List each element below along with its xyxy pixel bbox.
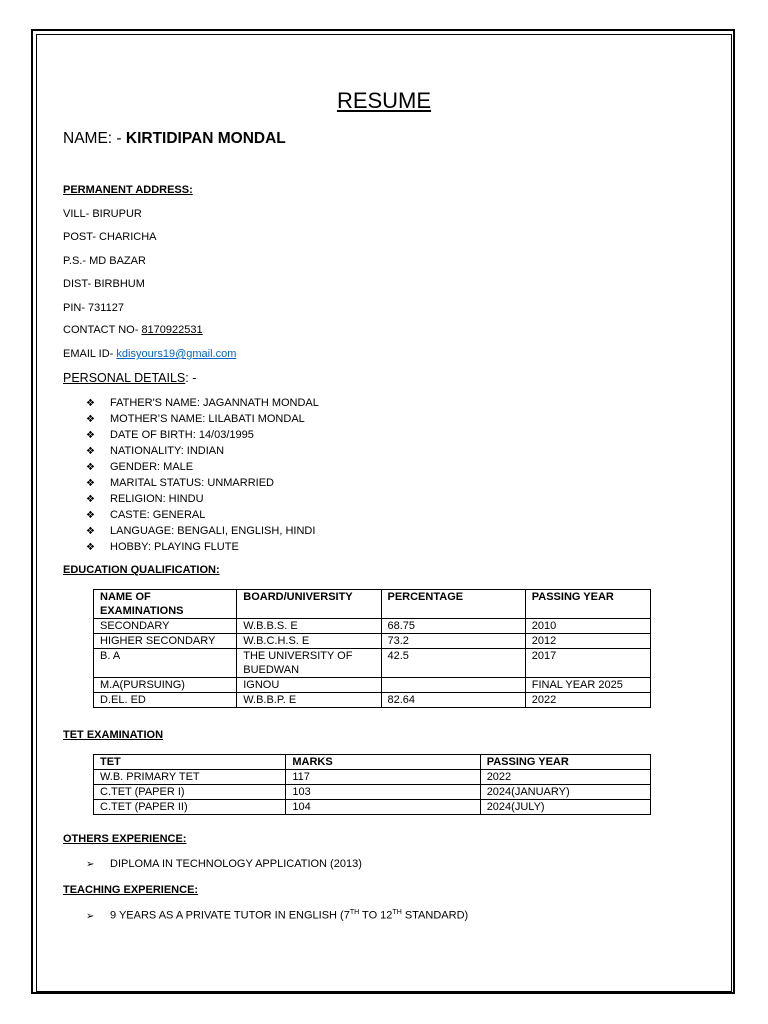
diamond-bullet-icon: ❖ [86, 414, 95, 425]
address-line: PIN- 731127 [63, 302, 124, 314]
name-value: KIRTIDIPAN MONDAL [125, 130, 286, 147]
table-cell: W.B.B.P. E [237, 693, 381, 708]
list-item [86, 395, 319, 411]
name-line [63, 130, 286, 148]
table-row [94, 693, 651, 708]
others-item-text: DIPLOMA IN TECHNOLOGY APPLICATION (2013) [110, 858, 362, 870]
personal-heading [63, 371, 196, 385]
list-item-text: GENDER: MALE [110, 461, 194, 473]
diamond-bullet-icon: ❖ [86, 542, 95, 553]
list-item [86, 411, 319, 427]
diamond-bullet-icon: ❖ [86, 494, 95, 505]
table-cell: 2010 [525, 619, 650, 634]
table-cell: 103 [286, 785, 480, 800]
address-line: P.S.- MD BAZAR [63, 255, 146, 267]
arrow-bullet-icon: ➢ [86, 859, 95, 870]
table-row [94, 785, 651, 800]
contact-line [63, 324, 203, 336]
list-item [86, 507, 319, 523]
list-item-text: NATIONALITY: INDIAN [110, 445, 225, 457]
teaching-text-mid: TO 12 [359, 909, 393, 922]
table-cell: 2012 [525, 634, 650, 649]
table-cell: 73.2 [381, 634, 525, 649]
list-item-text: CASTE: GENERAL [110, 509, 206, 521]
others-heading: OTHERS EXPERIENCE: [63, 833, 187, 845]
list-item-text: DATE OF BIRTH: 14/03/1995 [110, 429, 254, 441]
personal-heading-suffix: : - [185, 371, 197, 385]
table-row [94, 678, 651, 693]
list-item [86, 523, 319, 539]
teaching-text-suffix: STANDARD) [401, 909, 469, 922]
table-header-cell: PASSING YEAR [480, 755, 650, 770]
address-line: POST- CHARICHA [63, 231, 157, 243]
table-cell: C.TET (PAPER I) [94, 785, 286, 800]
table-header-row [94, 755, 651, 770]
email-label: EMAIL ID- [63, 348, 117, 360]
table-cell: 2022 [480, 770, 650, 785]
list-item-text: MOTHER’S NAME: LILABATI MONDAL [110, 413, 305, 425]
table-row [94, 634, 651, 649]
table-row [94, 619, 651, 634]
table-cell: 42.5 [381, 649, 525, 678]
table-cell: IGNOU [237, 678, 381, 693]
table-cell: SECONDARY [94, 619, 237, 634]
table-header-cell: TET [94, 755, 286, 770]
table-cell: 68.75 [381, 619, 525, 634]
list-item-text: LANGUAGE: BENGALI, ENGLISH, HINDI [110, 525, 316, 537]
list-item-text: FATHER'S NAME: JAGANNATH MONDAL [110, 397, 319, 409]
list-item-text: HOBBY: PLAYING FLUTE [110, 541, 239, 553]
others-item [86, 858, 362, 870]
table-cell: 2024(JANUARY) [480, 785, 650, 800]
address-line: VILL- BIRUPUR [63, 208, 142, 220]
table-row [94, 770, 651, 785]
teaching-text-prefix: 9 YEARS AS A PRIVATE TUTOR IN ENGLISH (7 [110, 909, 350, 922]
table-cell: W.B. PRIMARY TET [94, 770, 286, 785]
table-cell: 2017 [525, 649, 650, 678]
teaching-item [86, 909, 468, 922]
table-cell: M.A(PURSUING) [94, 678, 237, 693]
table-cell: 104 [286, 800, 480, 815]
diamond-bullet-icon: ❖ [86, 398, 95, 409]
name-label: NAME: - [63, 130, 126, 147]
table-cell: W.B.C.H.S. E [237, 634, 381, 649]
education-table [93, 589, 651, 708]
table-cell: B. A [94, 649, 237, 678]
table-header-cell: NAME OF EXAMINATIONS [94, 590, 237, 619]
superscript: TH [392, 909, 402, 916]
address-line: DIST- BIRBHUM [63, 278, 145, 290]
email-link[interactable]: kdisyours19@gmail.com [116, 348, 237, 360]
table-header-cell: BOARD/UNIVERSITY [237, 590, 381, 619]
phone-number[interactable]: 8170922531 [141, 324, 203, 336]
list-item [86, 427, 319, 443]
table-header-row [94, 590, 651, 619]
table-header-cell: PASSING YEAR [525, 590, 650, 619]
table-cell: 82.64 [381, 693, 525, 708]
table-header-cell: PERCENTAGE [381, 590, 525, 619]
diamond-bullet-icon: ❖ [86, 478, 95, 489]
table-row [94, 800, 651, 815]
table-cell: 2022 [525, 693, 650, 708]
teaching-heading: TEACHING EXPERIENCE: [63, 884, 199, 896]
table-cell: 2024(JULY) [480, 800, 650, 815]
list-item-text: MARITAL STATUS: UNMARRIED [110, 477, 274, 489]
resume-title: RESUME [336, 88, 432, 113]
tet-heading: TET EXAMINATION [63, 729, 164, 741]
personal-details-list [86, 395, 319, 555]
diamond-bullet-icon: ❖ [86, 526, 95, 537]
diamond-bullet-icon: ❖ [86, 446, 95, 457]
education-heading: EDUCATION QUALIFICATION: [63, 564, 220, 576]
diamond-bullet-icon: ❖ [86, 462, 95, 473]
table-header-cell: MARKS [286, 755, 480, 770]
table-row [94, 649, 651, 678]
diamond-bullet-icon: ❖ [86, 510, 95, 521]
list-item [86, 443, 319, 459]
table-cell [381, 678, 525, 693]
table-cell: FINAL YEAR 2025 [525, 678, 650, 693]
table-cell: HIGHER SECONDARY [94, 634, 237, 649]
table-cell: D.EL. ED [94, 693, 237, 708]
list-item [86, 459, 319, 475]
list-item [86, 475, 319, 491]
address-heading: PERMANENT ADDRESS: [63, 184, 193, 196]
table-cell: THE UNIVERSITY OF BUEDWAN [237, 649, 381, 678]
email-line [63, 348, 236, 360]
list-item-text: RELIGION: HINDU [110, 493, 204, 505]
table-cell: C.TET (PAPER II) [94, 800, 286, 815]
superscript: TH [349, 909, 360, 916]
tet-table [93, 754, 651, 815]
list-item [86, 539, 319, 555]
table-cell: 117 [286, 770, 480, 785]
diamond-bullet-icon: ❖ [86, 430, 95, 441]
table-cell: W.B.B.S. E [237, 619, 381, 634]
list-item [86, 491, 319, 507]
personal-heading-text: PERSONAL DETAILS [63, 371, 186, 385]
contact-label: CONTACT NO- [63, 324, 142, 336]
arrow-bullet-icon: ➢ [86, 910, 95, 922]
